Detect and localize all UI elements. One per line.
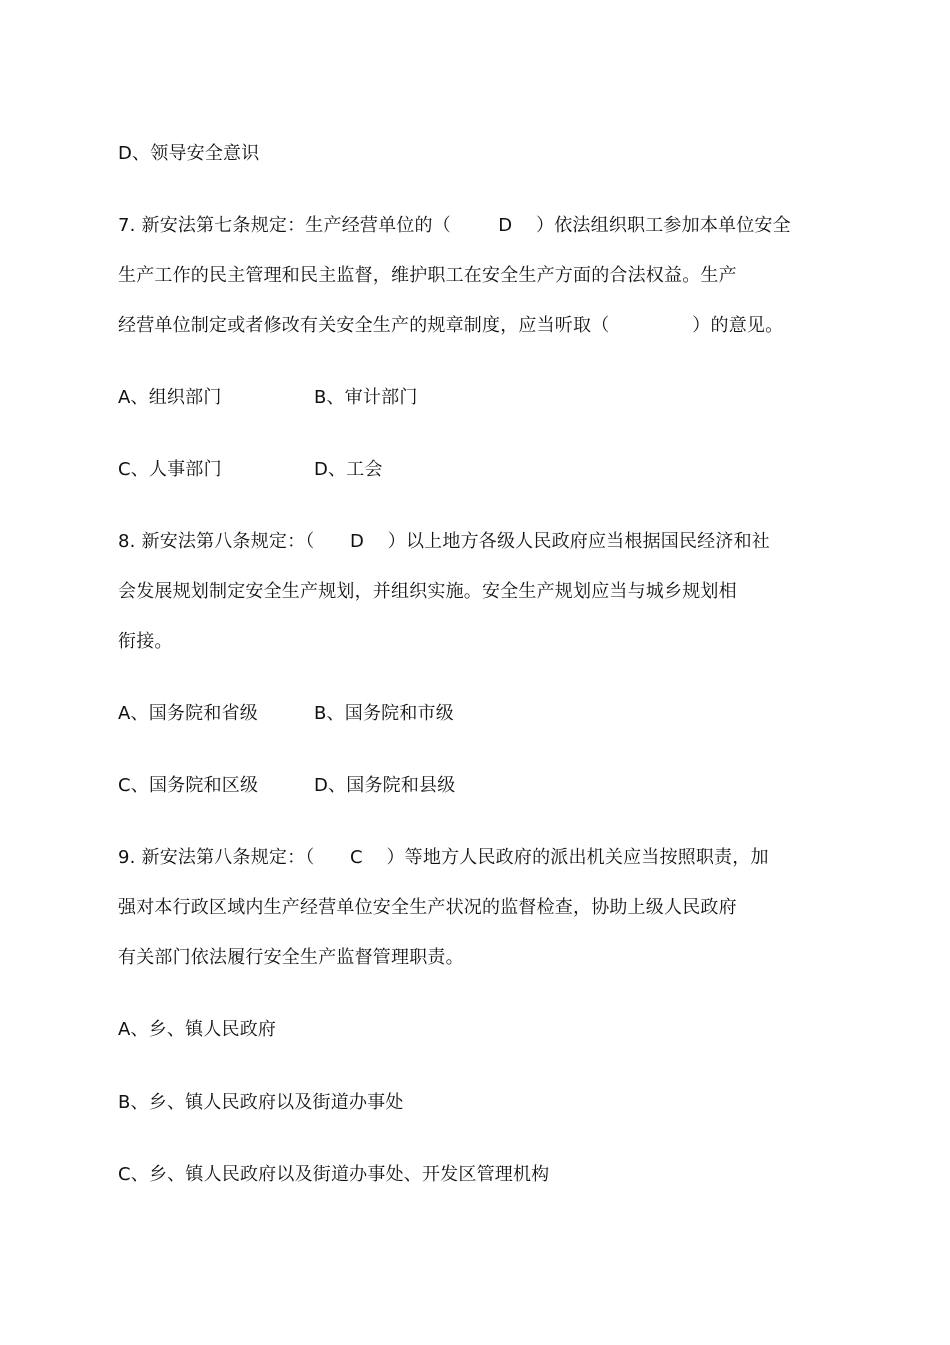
- q7-stem-line-1: 7. 新安法第七条规定：生产经营单位的（ D ）依法组织职工参加本单位安全: [118, 215, 791, 236]
- q7-option-a: A、组织部门: [118, 387, 222, 408]
- q7-stem-line-3: 经营单位制定或者修改有关安全生产的规章制度，应当听取（ ）的意见。: [118, 315, 784, 336]
- q8-option-c: C、国务院和区级: [118, 775, 259, 796]
- q7-option-c: C、人事部门: [118, 459, 222, 480]
- q9-stem-line-3: 有关部门依法履行安全生产监督管理职责。: [118, 947, 464, 968]
- q8-option-d: D、国务院和县级: [314, 775, 456, 796]
- q8-stem-line-2: 会发展规划制定安全生产规划，并组织实施。安全生产规划应当与城乡规划相: [118, 581, 737, 602]
- q9-stem-line-2: 强对本行政区域内生产经营单位安全生产状况的监督检查，协助上级人民政府: [118, 897, 737, 918]
- q9-option-c: C、乡、镇人民政府以及街道办事处、开发区管理机构: [118, 1164, 550, 1185]
- q9-option-a: A、乡、镇人民政府: [118, 1019, 277, 1040]
- q9-stem-line-1: 9. 新安法第八条规定：（ C ）等地方人民政府的派出机关应当按照职责，加: [118, 847, 769, 868]
- q8-stem-line-1: 8. 新安法第八条规定：（ D ）以上地方各级人民政府应当根据国民经济和社: [118, 531, 770, 552]
- q9-option-b: B、乡、镇人民政府以及街道办事处: [118, 1092, 404, 1113]
- q6-option-d: D、领导安全意识: [118, 143, 260, 164]
- q8-option-b: B、国务院和市级: [314, 703, 454, 724]
- q8-option-a: A、国务院和省级: [118, 703, 258, 724]
- q7-option-d: D、工会: [314, 459, 383, 480]
- q7-option-b: B、审计部门: [314, 387, 418, 408]
- q8-stem-line-3: 衔接。: [118, 631, 173, 652]
- q7-stem-line-2: 生产工作的民主管理和民主监督，维护职工在安全生产方面的合法权益。生产: [118, 265, 737, 286]
